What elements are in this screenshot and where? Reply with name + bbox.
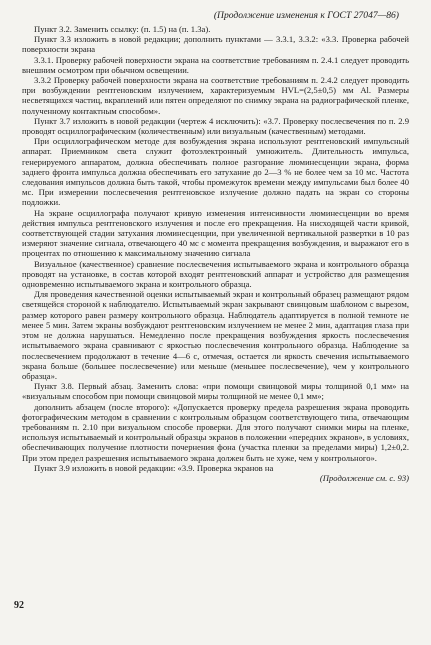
paragraph: Пункт 3.7 изложить в новой редакции (чертеж 4 исключить): «3.7. Проверку послесвечения по п. 2.9 проводят осциллографическим (количественным) или визуальным (качественным) методами. (22, 115, 409, 137)
paragraph: Пункт 3.2. Заменить ссылку: (п. 1.5) на (п. 1.3а). (34, 24, 211, 34)
continuation-note: (Продолжение см. с. 93) (319, 472, 409, 483)
paragraph: дополнить абзацем (после второго): «Допускается проверку предела разрешения экрана проводить фотографическим методом в сравнении с контрольным образцом соответствующего типа, отвечающим требованиям п. 2.10 при визуальном способе проверки. Для этого получают снимки миры на пленке, используя испытываемый и контрольный образцы экранов в положении «передних экранов», в условиях, обеспечивающих получение плотности почернения фона (участка пленки за пределами миры) 1,2±0,2. При этом предел разрешения испытываемого экрана должен быть не хуже, чем у контрольного». (22, 401, 409, 463)
paragraph: Пункт 3.3 изложить в новой редакции; дополнить пунктами — 3.3.1, 3.3.2: «3.3. Проверка рабочей поверхности экрана (22, 34, 409, 55)
document-body (22, 24, 409, 473)
paragraph: На экране осциллографа получают кривую изменения интенсивности люминесценции во время действия импульса рентгеновского излучения и после его прекращения. На нисходящей части кривой, соответствующей стадии затухания люминесценции, при увеличенной вертикальной развертки в 10 раз измеряют значение сигнала, отвечающего 40 мс с момента прекращения возбуждения, и выражают его в процентах по отношению к максимальному значению сигнала (22, 207, 409, 259)
page-header: (Продолжение изменения к ГОСТ 27047—86) (213, 10, 399, 21)
paragraph: 3.3.1. Проверку рабочей поверхности экрана на соответствие требованиям п. 2.4.1 следует проводить внешним осмотром при обычном освещении. (22, 54, 409, 75)
page-number: 92 (14, 600, 24, 611)
paragraph: Визуальное (качественное) сравнение послесвечения испытываемого экрана и контрольного образца проводят на установке, в состав которой входят рентгеновский аппарат и устройство для размещения одновременно испытываемого экрана и контрольного образца. (22, 258, 409, 290)
paragraph: При осциллографическом методе для возбуждения экрана используют рентгеновский импульсный аппарат. Приемником света служит фотоэлектронный умножитель. Длительность импульса, генерируемого аппаратом, должна обеспечивать полное разгорание люминесценции экрана, форма заднего фронта импульса должна обеспечивать его затухание до 2—3 % не более чем за 10 мс. Частота следования импульсов должна быть такой, чтобы промежуток времени между импульсами был более 40 мс. При измерении послесвечения рентгеновское излучение должно падать на экран со стороны подложки. (22, 136, 409, 208)
paragraph: Пункт 3.9 изложить в новой редакции: «3.9. Проверка экранов на (34, 462, 274, 473)
paragraph: Для проведения качественной оценки испытываемый экран и контрольный образец размещают рядом светящейся стороной к наблюдателю. Испытываемый экран закрывают свинцовым шаблоном с вырезом, размер которого равен размеру контрольного образца. Наблюдатель адаптируется в полной темноте не менее 5 мин. Затем экраны возбуждают рентгеновским излучением не менее 2 мин, адаптация глаза при этом не должна нарушаться. Немедленно после прекращения возбуждения яркость послесвечения испытываемого экрана сравнивают с яркостью послесвечения контрольного образца. Наблюдение за послесвечением продолжают в течение 4—6 с, отмечая, остается ли яркость свечения испытываемого экрана больше (большее послесвечение) или меньше (меньшее послесвечение), чем у контрольного образца». (22, 289, 409, 381)
paragraph: Пункт 3.8. Первый абзац. Заменить слова: «при помощи свинцовой миры толщиной 0,1 мм» на «визуальным способом при помощи свинцовой миры толщиной не менее 0,1 мм»; (22, 381, 409, 402)
paragraph: 3.3.2 Проверку рабочей поверхности экрана на соответствие требованиям п. 2.4.2 следует проводить при возбуждении рентгеновским излучением, характеризуемым HVL=(2,5±0,5) мм Al. Размеры несветящихся частиц, вкраплений или пятен определяют по снимку экрана на радиографической пленке, полученному контактным способом». (22, 75, 409, 116)
